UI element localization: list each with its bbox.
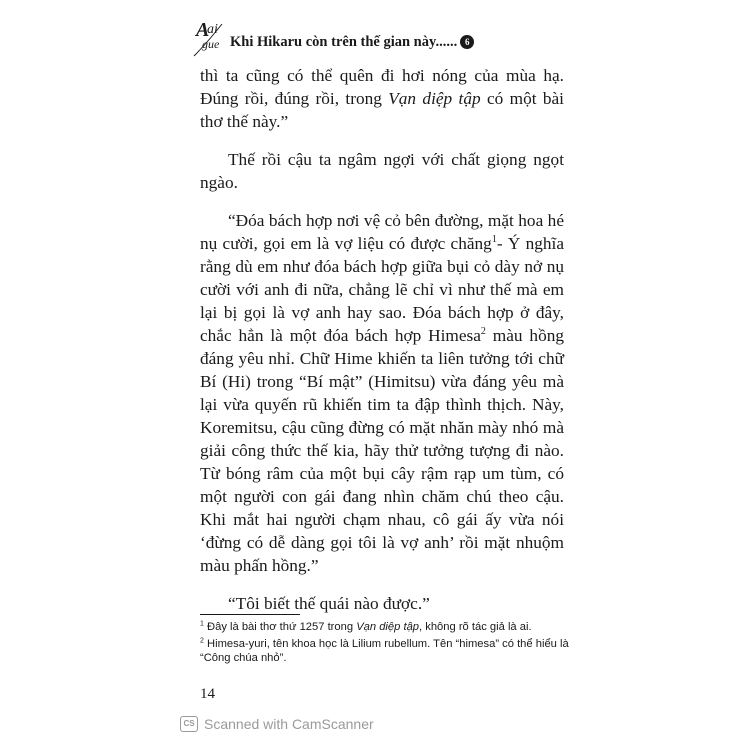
paragraph: “Đóa bách hợp nơi vệ cỏ bên đường, mặt hoa hé nụ cười, gọi em là vợ liệu có được chăng$^1$- Ý nghĩa rằng dù em như đóa bách hợp giữa bụi cỏ dày nở nụ cười với anh đi nữa, chẳng lẽ chỉ vì như thế mà em lại bị gọi là vợ anh hay sao. Đóa bách hợp ở đây, chắc hẳn là một đóa bách hợp Himesa$^2$ màu hồng đáng yêu nhỉ. Chữ Hime khiến ta liên tưởng tới chữ Bí (Hi) trong “Bí mật” (Himitsu) vừa đáng yêu mà lại vừa quyến rũ khiến tim ta đập thình thịch. Này, Koremitsu, cậu cũng đừng có mặt nhăn mày nhó mà giải công thức thế kia, hãy thử tưởng tượng đi nào. Từ bóng râm của một bụi cây rậm rạp um tùm, có một người con gái đang nhìn chăm chú theo cậu. Khi mắt hai người chạm nhau, cô gái ấy vừa nói ‘đừng có dễ dàng gọi tôi là vợ anh’ rồi mặt nhuộm màu phấn hồng.” [200, 211, 564, 575]
camscanner-icon: CS [180, 716, 198, 732]
footnote: $^1$ Đây là bài thơ thứ 1257 trong Vạn diệp tập, không rõ tác giả là ai. [200, 620, 532, 633]
footnotes [200, 620, 570, 668]
svg-text:ai: ai [207, 22, 218, 37]
scanner-watermark [180, 714, 374, 734]
paragraph: Thế rồi cậu ta ngâm ngợi với chất giọng ngọt ngào. [200, 150, 564, 192]
page-number: 14 [200, 686, 215, 702]
watermark-text: Scanned with CamScanner [204, 716, 374, 732]
footnote-divider [200, 614, 300, 615]
series-title: Khi Hikaru còn trên thế gian này...... 6 [230, 34, 474, 51]
paragraph: “Tôi biết thế quái nào được.” [228, 594, 430, 613]
paragraph: thì ta cũng có thể quên đi hơi nóng của mùa hạ. Đúng rồi, đúng rồi, trong Vạn diệp tập có một bài thơ thế này.” [200, 66, 564, 131]
footnote-ref: 2 [480, 326, 486, 338]
svg-text:A: A [196, 19, 210, 41]
volume-badge: 6 [460, 35, 474, 49]
footnote-ref: 1 [491, 234, 497, 246]
running-header [192, 14, 572, 62]
series-logo [192, 14, 232, 62]
page-body [200, 64, 564, 615]
svg-text:gue: gue [202, 37, 220, 51]
footnote: $^2$ Himesa-yuri, tên khoa học là Lilium rubellum. Tên “himesa” có thể hiểu là “Công chúa nhỏ”. [200, 637, 569, 664]
